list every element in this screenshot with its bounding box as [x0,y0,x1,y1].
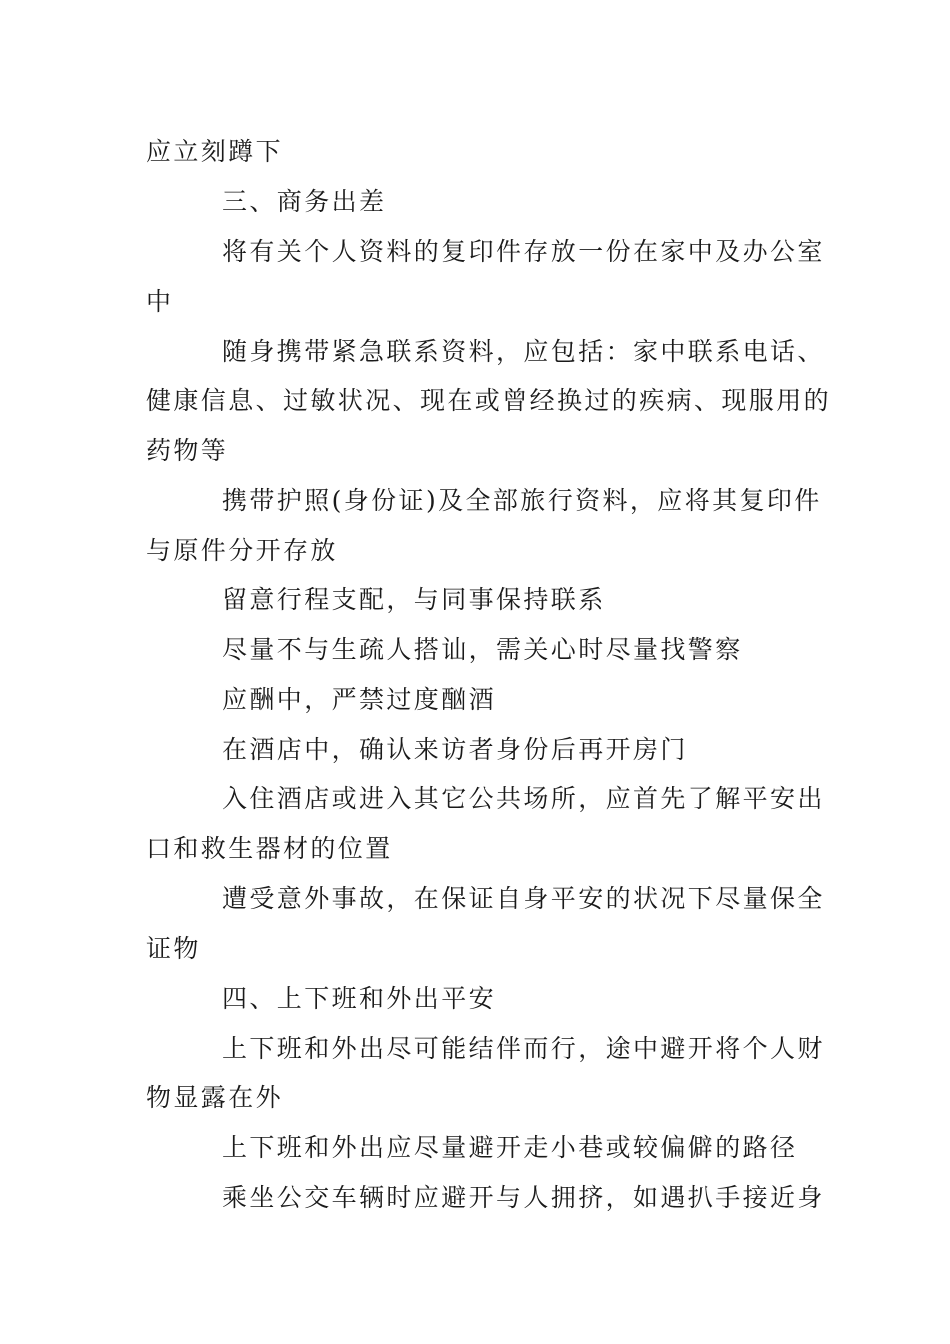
text-line: 物显露在外 [146,1083,284,1112]
text-line: 上下班和外出尽可能结伴而行，途中避开将个人财 [222,1034,825,1063]
text-line: 随身携带紧急联系资料，应包括：家中联系电话、 [222,337,825,366]
text-line: 中 [146,287,174,316]
text-line: 应酬中，严禁过度酗酒 [222,685,497,714]
text-line: 乘坐公交车辆时应避开与人拥挤，如遇扒手接近身 [222,1183,825,1212]
text-line: 健康信息、过敏状况、现在或曾经换过的疾病、现服用的 [146,386,832,415]
text-line: 证物 [146,934,201,963]
section-heading: 三、商务出差 [222,187,387,216]
text-line: 尽量不与生疏人搭讪，需关心时尽量找警察 [222,635,743,664]
text-line: 上下班和外出应尽量避开走小巷或较偏僻的路径 [222,1133,798,1162]
section-heading: 四、上下班和外出平安 [222,984,497,1013]
text-line: 与原件分开存放 [146,536,338,565]
text-line: 将有关个人资料的复印件存放一份在家中及办公室 [222,237,825,266]
text-line: 留意行程支配，与同事保持联系 [222,585,606,614]
text-line: 遭受意外事故，在保证自身平安的状况下尽量保全 [222,884,825,913]
text-line: 口和救生器材的位置 [146,834,393,863]
text-line: 应立刻蹲下 [146,137,284,166]
text-line: 携带护照(身份证)及全部旅行资料，应将其复印件 [222,486,822,515]
text-line: 药物等 [146,436,229,465]
text-line: 入住酒店或进入其它公共场所，应首先了解平安出 [222,784,825,813]
text-line: 在酒店中，确认来访者身份后再开房门 [222,735,688,764]
